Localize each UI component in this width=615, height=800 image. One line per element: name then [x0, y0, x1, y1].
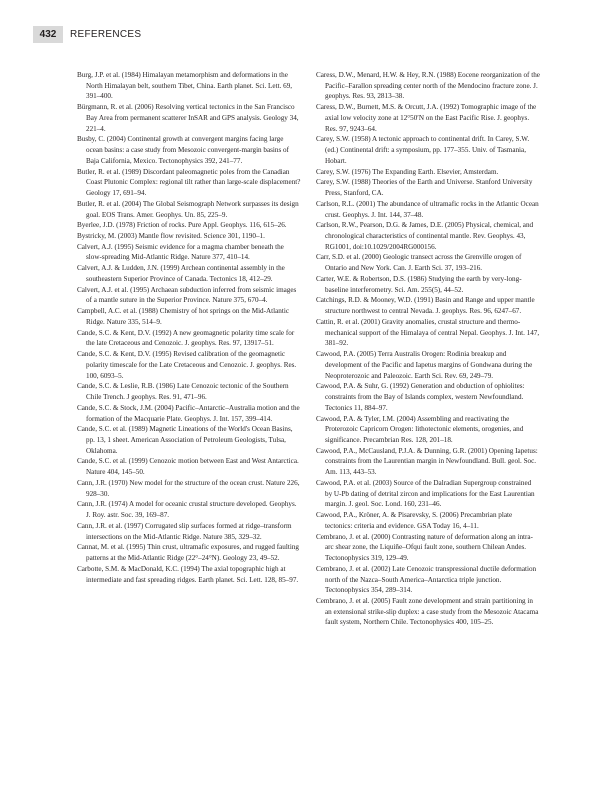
reference-entry: Carey, S.W. (1988) Theories of the Earth and Universe. Stanford University Press, Stanford, CA.: [316, 178, 533, 198]
reference-entry: Cann, J.R. (1974) A model for oceanic crustal structure developed. Geophys. J. Roy. astr. Soc. 39, 169–87.: [77, 500, 297, 520]
reference-entry: Burg, J.P. et al. (1984) Himalayan metamorphism and deformations in the North Himalayan belt, southern Tibet, China. Earth planet. Sci. Lett. 69, 391–400.: [77, 71, 293, 101]
reference-entry: Cawood, P.A. et al. (2003) Source of the Dalradian Supergroup constrained by U-Pb dating of detrital zircon and implications for the East Laurentian margin. J. geol. Soc. Lond. 160, 231–46.: [316, 478, 535, 509]
reference-entry: Carey, S.W. (1976) The Expanding Earth. Elsevier, Amsterdam.: [316, 167, 499, 176]
reference-column-left: [77, 70, 301, 585]
reference-entry: Catchings, R.D. & Mooney, W.D. (1991) Basin and Range and upper mantle structure northwest to central Nevada. J. geophys. Res. 96, 6247–67.: [316, 296, 535, 316]
reference-entry: Carlson, R.L. (2001) The abundance of ultramafic rocks in the Atlantic Ocean crust. Geophys. J. Int. 144, 37–48.: [316, 199, 539, 219]
reference-column-right: [316, 70, 540, 628]
running-head: REFERENCES: [70, 29, 142, 40]
reference-entry: Cembrano, J. et al. (2002) Late Cenozoic transpressional ductile deformation north of the Nazca–South America–Antarctica triple junction. Tectonophysics 354, 289–314.: [316, 564, 537, 595]
reference-entry: Caress, D.W., Menard, H.W. & Hey, R.N. (1988) Eocene reorganization of the Pacific–Farallon spreading center north of the Mendocino fracture zone. J. geophys. Res. 93, 2813–38.: [316, 71, 540, 101]
reference-entry: Cande, S.C. et al. (1989) Magnetic Lineations of the World's Ocean Basins, pp. 13, 1 sheet. American Association of Petroleum Geologists, Tulsa, Oklahoma.: [77, 425, 293, 455]
reference-entry: Cawood, P.A. (2005) Terra Australis Orogen: Rodinia breakup and development of the Pacific and Iapetus margins of Gondwana during the Neoproterozoic and Paleozoic. Earth Sci. Rev. 69, 249–79.: [316, 350, 533, 380]
reference-entry: Busby, C. (2004) Continental growth at convergent margins facing large ocean basins: a case study from Mesozoic convergent-margin basins of Baja California, Mexico. Tectonophysics 392, 241–77.: [77, 135, 289, 165]
reference-entry: Calvert, A.J. (1995) Seismic evidence for a magma chamber beneath the slow-spreading Mid-Atlantic Ridge. Nature 377, 410–14.: [77, 242, 284, 262]
reference-entry: Cawood, P.A., McCausland, P.J.A. & Dunning, G.R. (2001) Opening Iapetus: constraints from the Laurentian margin in Newfoundland. Bull. geol. Soc. Am. 113, 443–53.: [316, 446, 538, 477]
reference-entry: Carlson, R.W., Pearson, D.G. & James, D.E. (2005) Physical, chemical, and chronological characteristics of continental mantle. Rev. Geophys. 43, RG1001, doi:10.1029/2004RG000156.: [316, 221, 534, 251]
reference-entry: Carter, W.E. & Robertson, D.S. (1986) Studying the earth by very-long-baseline interferometry. Sci. Am. 255(5), 44–52.: [316, 274, 522, 294]
reference-entry: Cattin, R. et al. (2001) Gravity anomalies, crustal structure and thermo-mechanical support of the Himalaya of central Nepal. Geophys. J. Int. 147, 381–92.: [316, 317, 540, 348]
reference-entry: Cawood, P.A. & Tyler, I.M. (2004) Assembling and reactivating the Proterozoic Capricorn Orogen: lithotectonic elements, orogenies, and significance. Precambrian Res. 128, 201–18.: [316, 414, 524, 444]
reference-entry: Cawood, P.A. & Suhr, G. (1992) Generation and obduction of ophiolites: constraints from the Bay of Islands complex, western Newfoundland. Tectonics 11, 884–97.: [316, 382, 525, 412]
reference-entry: Cande, S.C. & Stock, J.M. (2004) Pacific–Antarctic–Australia motion and the formation of the Macquarie Plate. Geophys. J. Int. 157, 399–414.: [77, 403, 300, 423]
reference-entry: Cembrano, J. et al. (2000) Contrasting nature of deformation along an intra-arc shear zone, the Liquiñe–Ofqui fault zone, southern Chilean Andes. Tectonophysics 319, 129–49.: [316, 532, 533, 563]
reference-entry: Cembrano, J. et al. (2005) Fault zone development and strain partitioning in an extensional strike-slip duplex: a case study from the Mesozoic Atacama fault system, Northern Chile. Tectonophysics 400, 105–25.: [316, 596, 539, 627]
reference-entry: Cann, J.R. et al. (1997) Corrugated slip surfaces formed at ridge–transform intersections on the Mid-Atlantic Ridge. Nature 385, 329–32.: [77, 521, 292, 541]
reference-entry: Carbotte, S.M. & MacDonald, K.C. (1994) The axial topographic high at intermediate and fast spreading ridges. Earth planet. Sci. Lett. 128, 85–97.: [77, 564, 299, 584]
reference-entry: Carey, S.W. (1958) A tectonic approach to continental drift. In Carey, S.W. (ed.) Continental drift: a symposium, pp. 177–355. Univ. of Tasmania, Hobart.: [316, 135, 530, 165]
reference-entry: Cande, S.C. & Kent, D.V. (1992) A new geomagnetic polarity time scale for the late Cretaceous and Cenozoic. J. geophys. Res. 97, 13917–51.: [77, 328, 295, 348]
reference-entry: Cande, S.C. & Leslie, R.B. (1986) Late Cenozoic tectonic of the Southern Chile Trench. J geophys. Res. 91, 471–96.: [77, 382, 289, 402]
page-header: [0, 26, 615, 43]
reference-entry: Byerlee, J.D. (1978) Friction of rocks. Pure Appl. Geophys. 116, 615–26.: [77, 221, 287, 230]
reference-entry: Bürgmann, R. et al. (2006) Resolving vertical tectonics in the San Francisco Bay Area from permanent scatterer InSAR and GPS analysis. Geology 34, 221–4.: [77, 103, 299, 133]
reference-entry: Cande, S.C. et al. (1999) Cenozoic motion between East and West Antarctica. Nature 404, 145–50.: [77, 457, 299, 477]
reference-entry: Caress, D.W., Burnett, M.S. & Orcutt, J.A. (1992) Tomographic image of the axial low velocity zone at 12°50′N on the East Pacific Rise. J. geophys. Res. 97, 9243–64.: [316, 103, 537, 133]
page-number: 432: [33, 26, 63, 43]
reference-entry: Cann, J.R. (1970) New model for the structure of the ocean crust. Nature 226, 928–30.: [77, 478, 300, 498]
reference-entry: Carr, S.D. et al. (2000) Geologic transect across the Grenville orogen of Ontario and New York. Can. J. Earth Sci. 37, 193–216.: [316, 253, 522, 273]
reference-entry: Butler, R. et al. (2004) The Global Seismograph Network surpasses its design goal. EOS Trans. Amer. Geophys. Un. 85, 225–9.: [77, 199, 299, 219]
reference-entry: Calvert, A.J. et al. (1995) Archaean subduction inferred from seismic images of a mantle suture in the Superior Province. Nature 375, 670–4.: [77, 285, 297, 305]
reference-entry: Cawood, P.A., Kröner, A. & Pisarevsky, S. (2006) Precambrian plate tectonics: criteria and evidence. GSA Today 16, 4–11.: [316, 511, 513, 530]
reference-entry: Campbell, A.C. et al. (1988) Chemistry of hot springs on the Mid-Atlantic Ridge. Nature 335, 514–9.: [77, 307, 290, 326]
reference-entry: Cande, S.C. & Kent, D.V. (1995) Revised calibration of the geomagnetic polarity timescale for the Late Cretaceous and Cenozoic. J. geophys. Res. 100, 6093–5.: [77, 350, 297, 380]
reference-entry: Butler, R. et al. (1989) Discordant paleomagnetic poles from the Canadian Coast Plutonic Complex: regional tilt rather than large-scale displacement? Geology 17, 691–94.: [77, 167, 301, 198]
reference-entry: Bystricky, M. (2003) Mantle flow revisited. Science 301, 1190–1.: [77, 232, 265, 241]
reference-entry: Calvert, A.J. & Ludden, J.N. (1999) Archean continental assembly in the southeastern Superior Province of Canada. Tectonics 18, 412–29.: [77, 264, 285, 283]
reference-entry: Cannat, M. et al. (1995) Thin crust, ultramafic exposures, and rugged faulting patterns at the Mid-Atlantic Ridge (22°–24°N). Geology 23, 49–52.: [77, 543, 299, 563]
